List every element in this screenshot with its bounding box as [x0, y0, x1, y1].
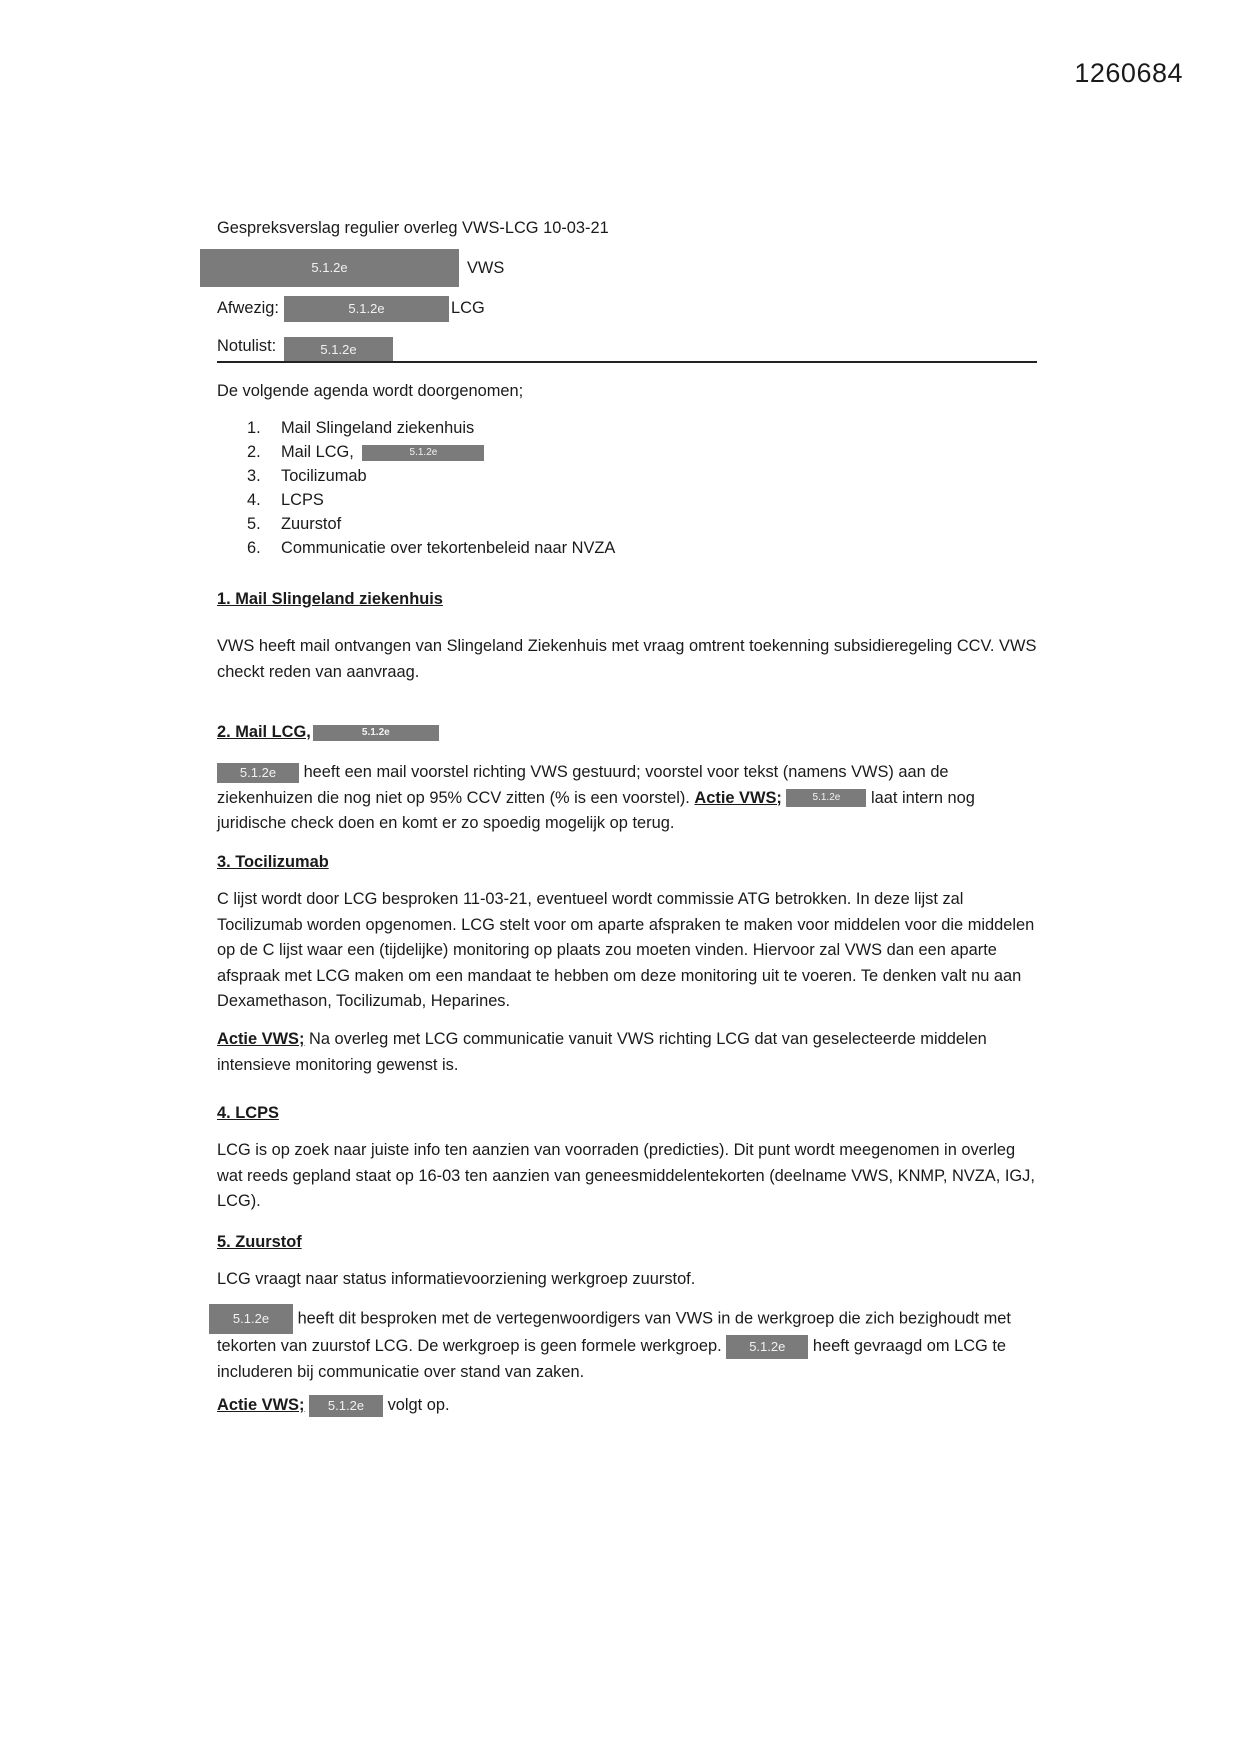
absent-org: LCG — [451, 299, 485, 317]
present-org: VWS — [467, 259, 505, 277]
section-text: 5.1.2e heeft een mail voorstel richting VWS gestuurd; voorstel voor tekst (namens VWS) aan de ziekenhuizen die nog niet op 95% CCV zitten (% is een voorstel). Actie VWS; 5.1.2e laat intern nog juridische check doen en komt er zo spoedig mogelijk op terug. — [217, 763, 975, 832]
notulist-label: Notulist: — [217, 337, 277, 355]
section-heading: 1. Mail Slingeland ziekenhuis — [217, 590, 443, 608]
agenda-item: 6. Communicatie over tekortenbeleid naar NVZA — [247, 539, 616, 557]
agenda-item: 3. Tocilizumab — [247, 467, 367, 485]
section-text: LCG vraagt naar status informatievoorziening werkgroep zuurstof. — [217, 1270, 696, 1288]
agenda-item: 2. Mail LCG, 5.1.2e — [247, 440, 615, 464]
document-number: 1260684 — [1074, 58, 1183, 88]
agenda-intro: De volgende agenda wordt doorgenomen; — [217, 382, 524, 400]
redaction-block: 5.1.2e — [284, 337, 393, 362]
action-label: Actie VWS; — [217, 1396, 305, 1414]
section-text: C lijst wordt door LCG besproken 11-03-21, eventueel wordt commissie ATG betrokken. In deze lijst zal Tocilizumab worden opgenomen. LCG stelt voor om aparte afspraken te maken voor middelen voor die middelen op de C lijst waar een (tijdelijke) monitoring op plaats zou moeten vinden. Hiervoor zal VWS dan een aparte afspraak met LCG maken om een mandaat te hebben om deze monitoring uit te voeren. Te denken valt nu aan Dexamethason, Tocilizumab, Heparines. — [217, 890, 1035, 1010]
document-title: Gespreksverslag regulier overleg VWS-LCG 10-03-21 — [217, 219, 609, 237]
section-text: VWS heeft mail ontvangen van Slingeland Ziekenhuis met vraag omtrent toekenning subsidieregeling CCV. VWS checkt reden van aanvraag. — [217, 637, 1037, 681]
section-heading: 4. LCPS — [217, 1104, 279, 1122]
redaction-block: 5.1.2e — [284, 296, 449, 322]
section-text: LCG is op zoek naar juiste info ten aanzien van voorraden (predicties). Dit punt wordt meegenomen in overleg wat reeds gepland staat op 16-03 ten aanzien van geneesmiddelentekorten (deelname VWS, KNMP, NVZA, IGJ, LCG). — [217, 1141, 1035, 1210]
header-divider — [217, 361, 1037, 363]
redaction-block: 5.1.2e — [200, 249, 459, 287]
redaction-block: 5.1.2e — [309, 1395, 383, 1417]
action-label: Actie VWS; — [217, 1030, 305, 1048]
section-heading: 5. Zuurstof — [217, 1233, 302, 1251]
section-heading: 3. Tocilizumab — [217, 853, 329, 871]
redaction-block: 5.1.2e — [217, 763, 299, 783]
redaction-block: 5.1.2e — [209, 1304, 293, 1334]
absent-label: Afwezig: — [217, 299, 279, 317]
section-text: 5.1.2e heeft dit besproken met de vertegenwoordigers van VWS in de werkgroep die zich bezighoudt met tekorten van zuurstof LCG. De werkgroep is geen formele werkgroep. 5.1.2e heeft gevraagd om LCG te includeren bij communicatie over stand van zaken. — [217, 1304, 1037, 1385]
redaction-block: 5.1.2e — [726, 1335, 808, 1359]
action-paragraph: Actie VWS; 5.1.2e volgt op. — [217, 1393, 1037, 1419]
agenda-item: 4. LCPS — [247, 491, 324, 509]
action-label: Actie VWS; — [694, 788, 782, 807]
agenda-item: 1. Mail Slingeland ziekenhuis — [247, 419, 475, 437]
section-heading: 2. Mail LCG, 5.1.2e — [217, 720, 439, 746]
action-paragraph: Actie VWS; Na overleg met LCG communicatie vanuit VWS richting LCG dat van geselecteerde middelen intensieve monitoring gewenst is. — [217, 1030, 987, 1074]
redaction-block: 5.1.2e — [362, 445, 484, 461]
agenda-list — [247, 416, 615, 560]
agenda-item: 5. Zuurstof — [247, 515, 342, 533]
redaction-block: 5.1.2e — [786, 789, 866, 807]
redaction-block: 5.1.2e — [313, 725, 439, 741]
